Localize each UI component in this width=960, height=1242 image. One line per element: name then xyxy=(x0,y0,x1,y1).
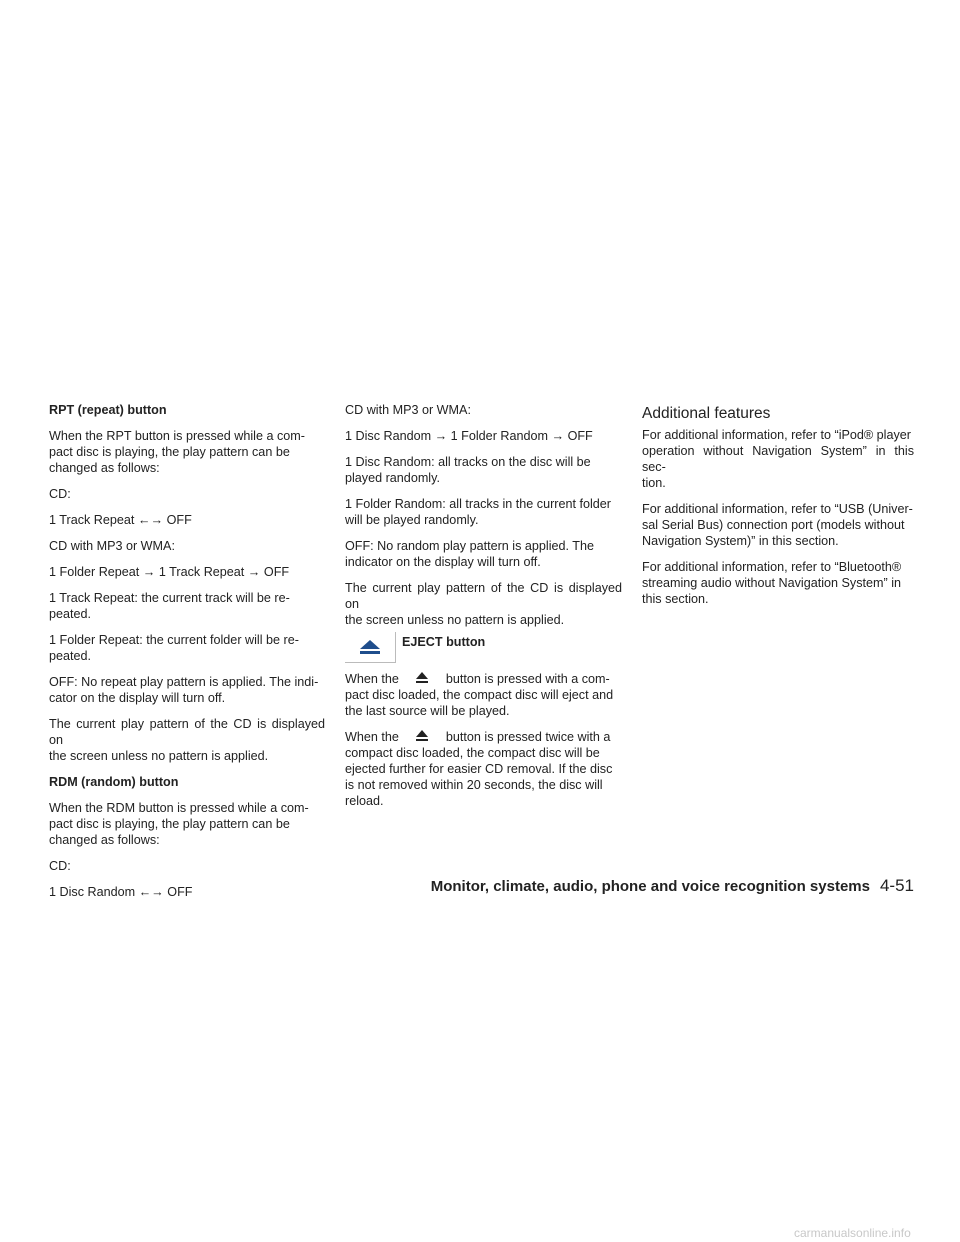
folder-random-desc: 1 Folder Random: all tracks in the current folder will be played randomly. xyxy=(345,497,611,527)
eject-desc-1 xyxy=(345,671,622,719)
watermark-text: carmanualsonline.info xyxy=(794,1226,911,1240)
mp3-repeat-pattern: 1 Folder Repeat → 1 Track Repeat → OFF xyxy=(49,565,290,579)
folder-repeat-desc: 1 Folder Repeat: the current folder will be re- peated. xyxy=(49,633,299,663)
column-left xyxy=(49,402,325,910)
additional-usb: For additional information, refer to “USB (Univer- sal Serial Bus) connection port (models without Navigation System)” in this section. xyxy=(642,502,913,548)
eject-desc-2-pre: When the xyxy=(345,730,399,744)
additional-bluetooth: For additional information, refer to “Bluetooth® streaming audio without Navigation System” in this section. xyxy=(642,560,902,606)
off-repeat-desc: OFF: No repeat play pattern is applied. The indi- cator on the display will turn off. xyxy=(49,675,319,705)
eject-inline-icon xyxy=(402,672,442,686)
rpt-heading: RPT (repeat) button xyxy=(49,403,167,417)
mp3-label-random: CD with MP3 or WMA: xyxy=(345,403,471,417)
cd-label: CD: xyxy=(49,487,71,501)
page-number: 4-51 xyxy=(879,876,914,895)
eject-desc-1-pre: When the xyxy=(345,672,399,686)
eject-icon-box xyxy=(345,632,396,663)
column-middle xyxy=(345,402,622,819)
disc-random-desc: 1 Disc Random: all tracks on the disc will be played randomly. xyxy=(345,455,591,485)
eject-heading-label: EJECT button xyxy=(402,635,486,649)
mp3-random-pattern: 1 Disc Random → 1 Folder Random → OFF xyxy=(345,429,593,443)
mp3-label: CD with MP3 or WMA: xyxy=(49,539,175,553)
track-repeat-desc: 1 Track Repeat: the current track will be re- peated. xyxy=(49,591,290,621)
cd-random-pattern: 1 Disc Random ←→ OFF xyxy=(49,885,193,899)
additional-ipod: For additional information, refer to “iPod® player operation without Navigation System” in this sec- tion. xyxy=(642,428,914,490)
current-pattern-desc: The current play pattern of the CD is displayed on the screen unless no pattern is applied. xyxy=(49,717,325,763)
eject-desc-2-post: button is pressed twice with a xyxy=(445,730,611,744)
eject-desc-1-post: button is pressed with a com- xyxy=(445,672,610,686)
cd-repeat-pattern: 1 Track Repeat ←→ OFF xyxy=(49,513,192,527)
rpt-intro: When the RPT button is pressed while a com- pact disc is playing, the play pattern can be changed as follows: xyxy=(49,429,305,475)
cd-label-2: CD: xyxy=(49,859,71,873)
rdm-intro: When the RDM button is pressed while a com- pact disc is playing, the play pattern can be changed as follows: xyxy=(49,801,309,847)
current-pattern-desc-2: The current play pattern of the CD is displayed on the screen unless no pattern is applied. xyxy=(345,581,622,627)
page-footer xyxy=(420,876,914,896)
eject-desc-2 xyxy=(345,729,622,809)
eject-icon xyxy=(415,672,429,684)
eject-icon xyxy=(358,639,382,655)
footer-section-title: Monitor, climate, audio, phone and voice recognition systems xyxy=(430,878,870,895)
eject-icon xyxy=(415,730,429,742)
column-right xyxy=(642,402,914,617)
section-title-additional-features: Additional features xyxy=(642,405,771,422)
eject-inline-icon-2 xyxy=(402,730,442,744)
eject-desc-2-rest: compact disc loaded, the compact disc will be ejected further for easier CD removal. If the disc is not removed within 20 seconds, the disc will reload. xyxy=(345,746,613,808)
rdm-heading: RDM (random) button xyxy=(49,775,179,789)
eject-heading xyxy=(345,634,622,663)
eject-desc-1-rest: pact disc loaded, the compact disc will eject and the last source will be played. xyxy=(345,688,614,718)
off-random-desc: OFF: No random play pattern is applied. The indicator on the display will turn off. xyxy=(345,539,594,569)
